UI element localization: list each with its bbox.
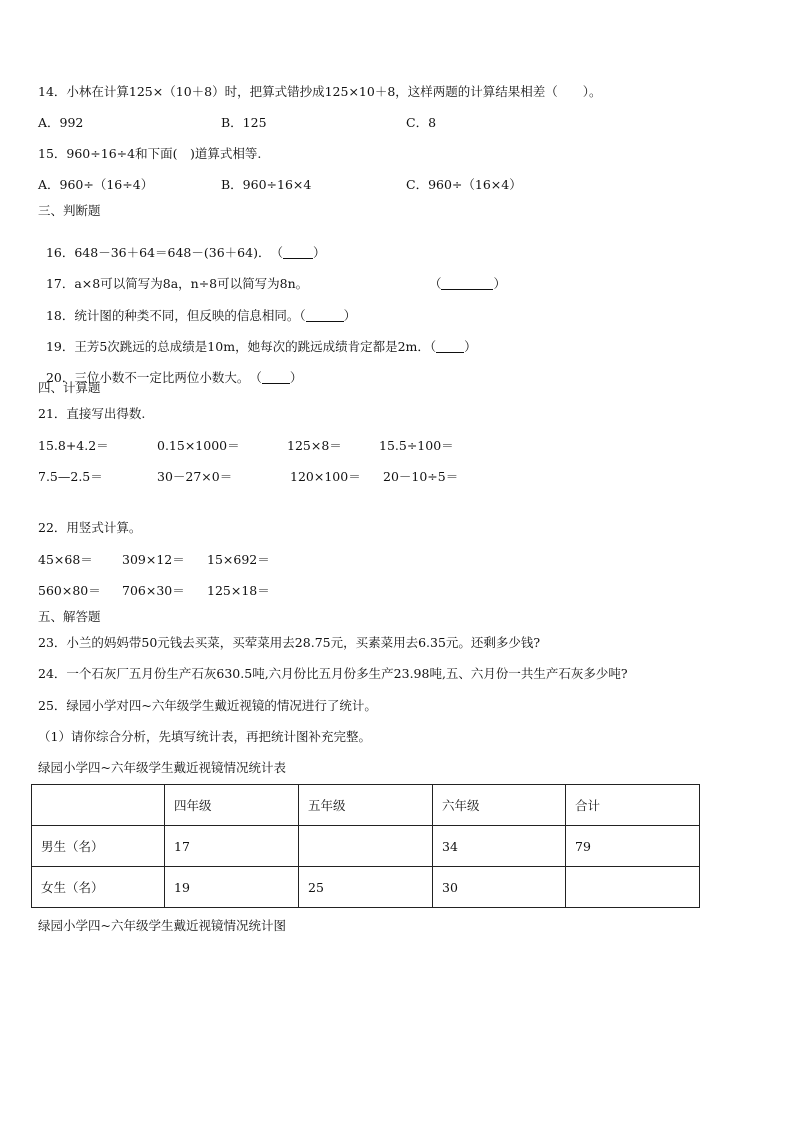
q20-text: 20．三位小数不一定比两位小数大。 （ <box>45 370 262 385</box>
q21-item: 15.8+4.2＝ <box>38 438 109 453</box>
q18-close: ） <box>343 308 357 323</box>
table-cell: 79 <box>566 826 700 867</box>
q14-option-c: C．8 <box>406 115 437 130</box>
q15-option-c: C．960÷（16×4） <box>406 177 522 192</box>
q21-item: 30－27×0＝ <box>157 469 233 484</box>
table-cell: 34 <box>433 826 566 867</box>
table-cell: 17 <box>165 826 299 867</box>
table-header-row <box>32 785 700 826</box>
section-title-judgement: 三、判断题 <box>38 203 101 218</box>
q22-item: 309×12＝ <box>122 552 185 567</box>
q21-item: 125×8＝ <box>287 438 342 453</box>
q19-line <box>38 323 477 355</box>
table-cell: 30 <box>433 867 566 908</box>
table-row <box>32 826 700 867</box>
q15-stem: 15．960÷16÷4和下面( )道算式相等. <box>38 146 262 161</box>
table-cell-blank[interactable] <box>299 826 433 867</box>
table-header-cell <box>32 785 165 826</box>
q24-text: 24．一个石灰厂五月份生产石灰630.5吨,六月份比五月份多生产23.98吨,五、六月份一共生产石灰多少吨? <box>38 666 628 681</box>
q21-item: 0.15×1000＝ <box>157 438 240 453</box>
q22-item: 15×692＝ <box>207 552 270 567</box>
q19-answer-blank[interactable] <box>436 340 464 353</box>
section-title-calculation: 四、计算题 <box>38 380 101 395</box>
table-header-cell: 合计 <box>566 785 700 826</box>
q22-item: 560×80＝ <box>38 583 101 598</box>
q20-answer-blank[interactable] <box>262 371 290 384</box>
q17-answer <box>421 260 506 292</box>
q17-text: 17．a×8可以简写为8a，n÷8可以简写为8n。 <box>45 276 309 291</box>
table-header-cell: 四年级 <box>165 785 299 826</box>
q22-item: 45×68＝ <box>38 552 93 567</box>
q20-close: ） <box>289 370 303 385</box>
q17-answer-blank[interactable] <box>441 277 493 290</box>
q17-close: ） <box>493 276 506 291</box>
q14-option-b: B．125 <box>221 115 267 130</box>
q21-item: 120×100＝ <box>290 469 361 484</box>
q23-text: 23．小兰的妈妈带50元钱去买菜，买荤菜用去28.75元，买素菜用去6.35元。还剩多少钱? <box>38 635 541 650</box>
q14-option-a: A．992 <box>38 115 84 130</box>
q15-option-a: A．960÷（16÷4） <box>38 177 154 192</box>
q22-item: 706×30＝ <box>122 583 185 598</box>
q16-close: ） <box>312 245 326 260</box>
statistics-table <box>31 784 700 908</box>
q19-text: 19．王芳5次跳远的总成绩是10m，她每次的跳远成绩肯定都是2m．（ <box>45 339 437 354</box>
chart-title: 绿园小学四~六年级学生戴近视镜情况统计图 <box>38 918 286 933</box>
q17-line <box>38 260 308 292</box>
q16-line <box>38 229 325 261</box>
q25-subquestion: （1）请你综合分析，先填写统计表，再把统计图补充完整。 <box>38 729 371 744</box>
table-cell-blank[interactable] <box>566 867 700 908</box>
q21-item: 15.5÷100＝ <box>379 438 454 453</box>
q21-item: 20－10÷5＝ <box>383 469 459 484</box>
table-row <box>32 867 700 908</box>
table-row-label: 男生（名） <box>32 826 165 867</box>
q25-text: 25．绿园小学对四~六年级学生戴近视镜的情况进行了统计。 <box>38 698 377 713</box>
q16-text: 16．648－36＋64＝648－(36＋64)． （ <box>45 245 283 260</box>
table-header-cell: 五年级 <box>299 785 433 826</box>
table-title: 绿园小学四~六年级学生戴近视镜情况统计表 <box>38 760 286 775</box>
q17-open: （ <box>428 276 442 291</box>
table-row-label: 女生（名） <box>32 867 165 908</box>
q19-close: ） <box>464 339 477 354</box>
q22-stem: 22．用竖式计算。 <box>38 520 142 535</box>
q21-stem: 21．直接写出得数. <box>38 406 146 421</box>
q21-item: 7.5—2.5＝ <box>38 469 103 484</box>
q16-answer-blank[interactable] <box>283 246 313 259</box>
q18-answer-blank[interactable] <box>306 309 344 322</box>
section-title-word-problems: 五、解答题 <box>38 609 101 624</box>
table-header-cell: 六年级 <box>433 785 566 826</box>
q22-item: 125×18＝ <box>207 583 270 598</box>
q18-text: 18．统计图的种类不同，但反映的信息相同。（ <box>45 308 306 323</box>
q18-line <box>38 292 356 324</box>
table-cell: 25 <box>299 867 433 908</box>
table-cell: 19 <box>165 867 299 908</box>
q15-option-b: B．960÷16×4 <box>221 177 312 192</box>
q14-stem: 14．小林在计算125×（10＋8）时，把算式错抄成125×10＋8，这样两题的计算结果相差（ ）。 <box>38 84 602 99</box>
